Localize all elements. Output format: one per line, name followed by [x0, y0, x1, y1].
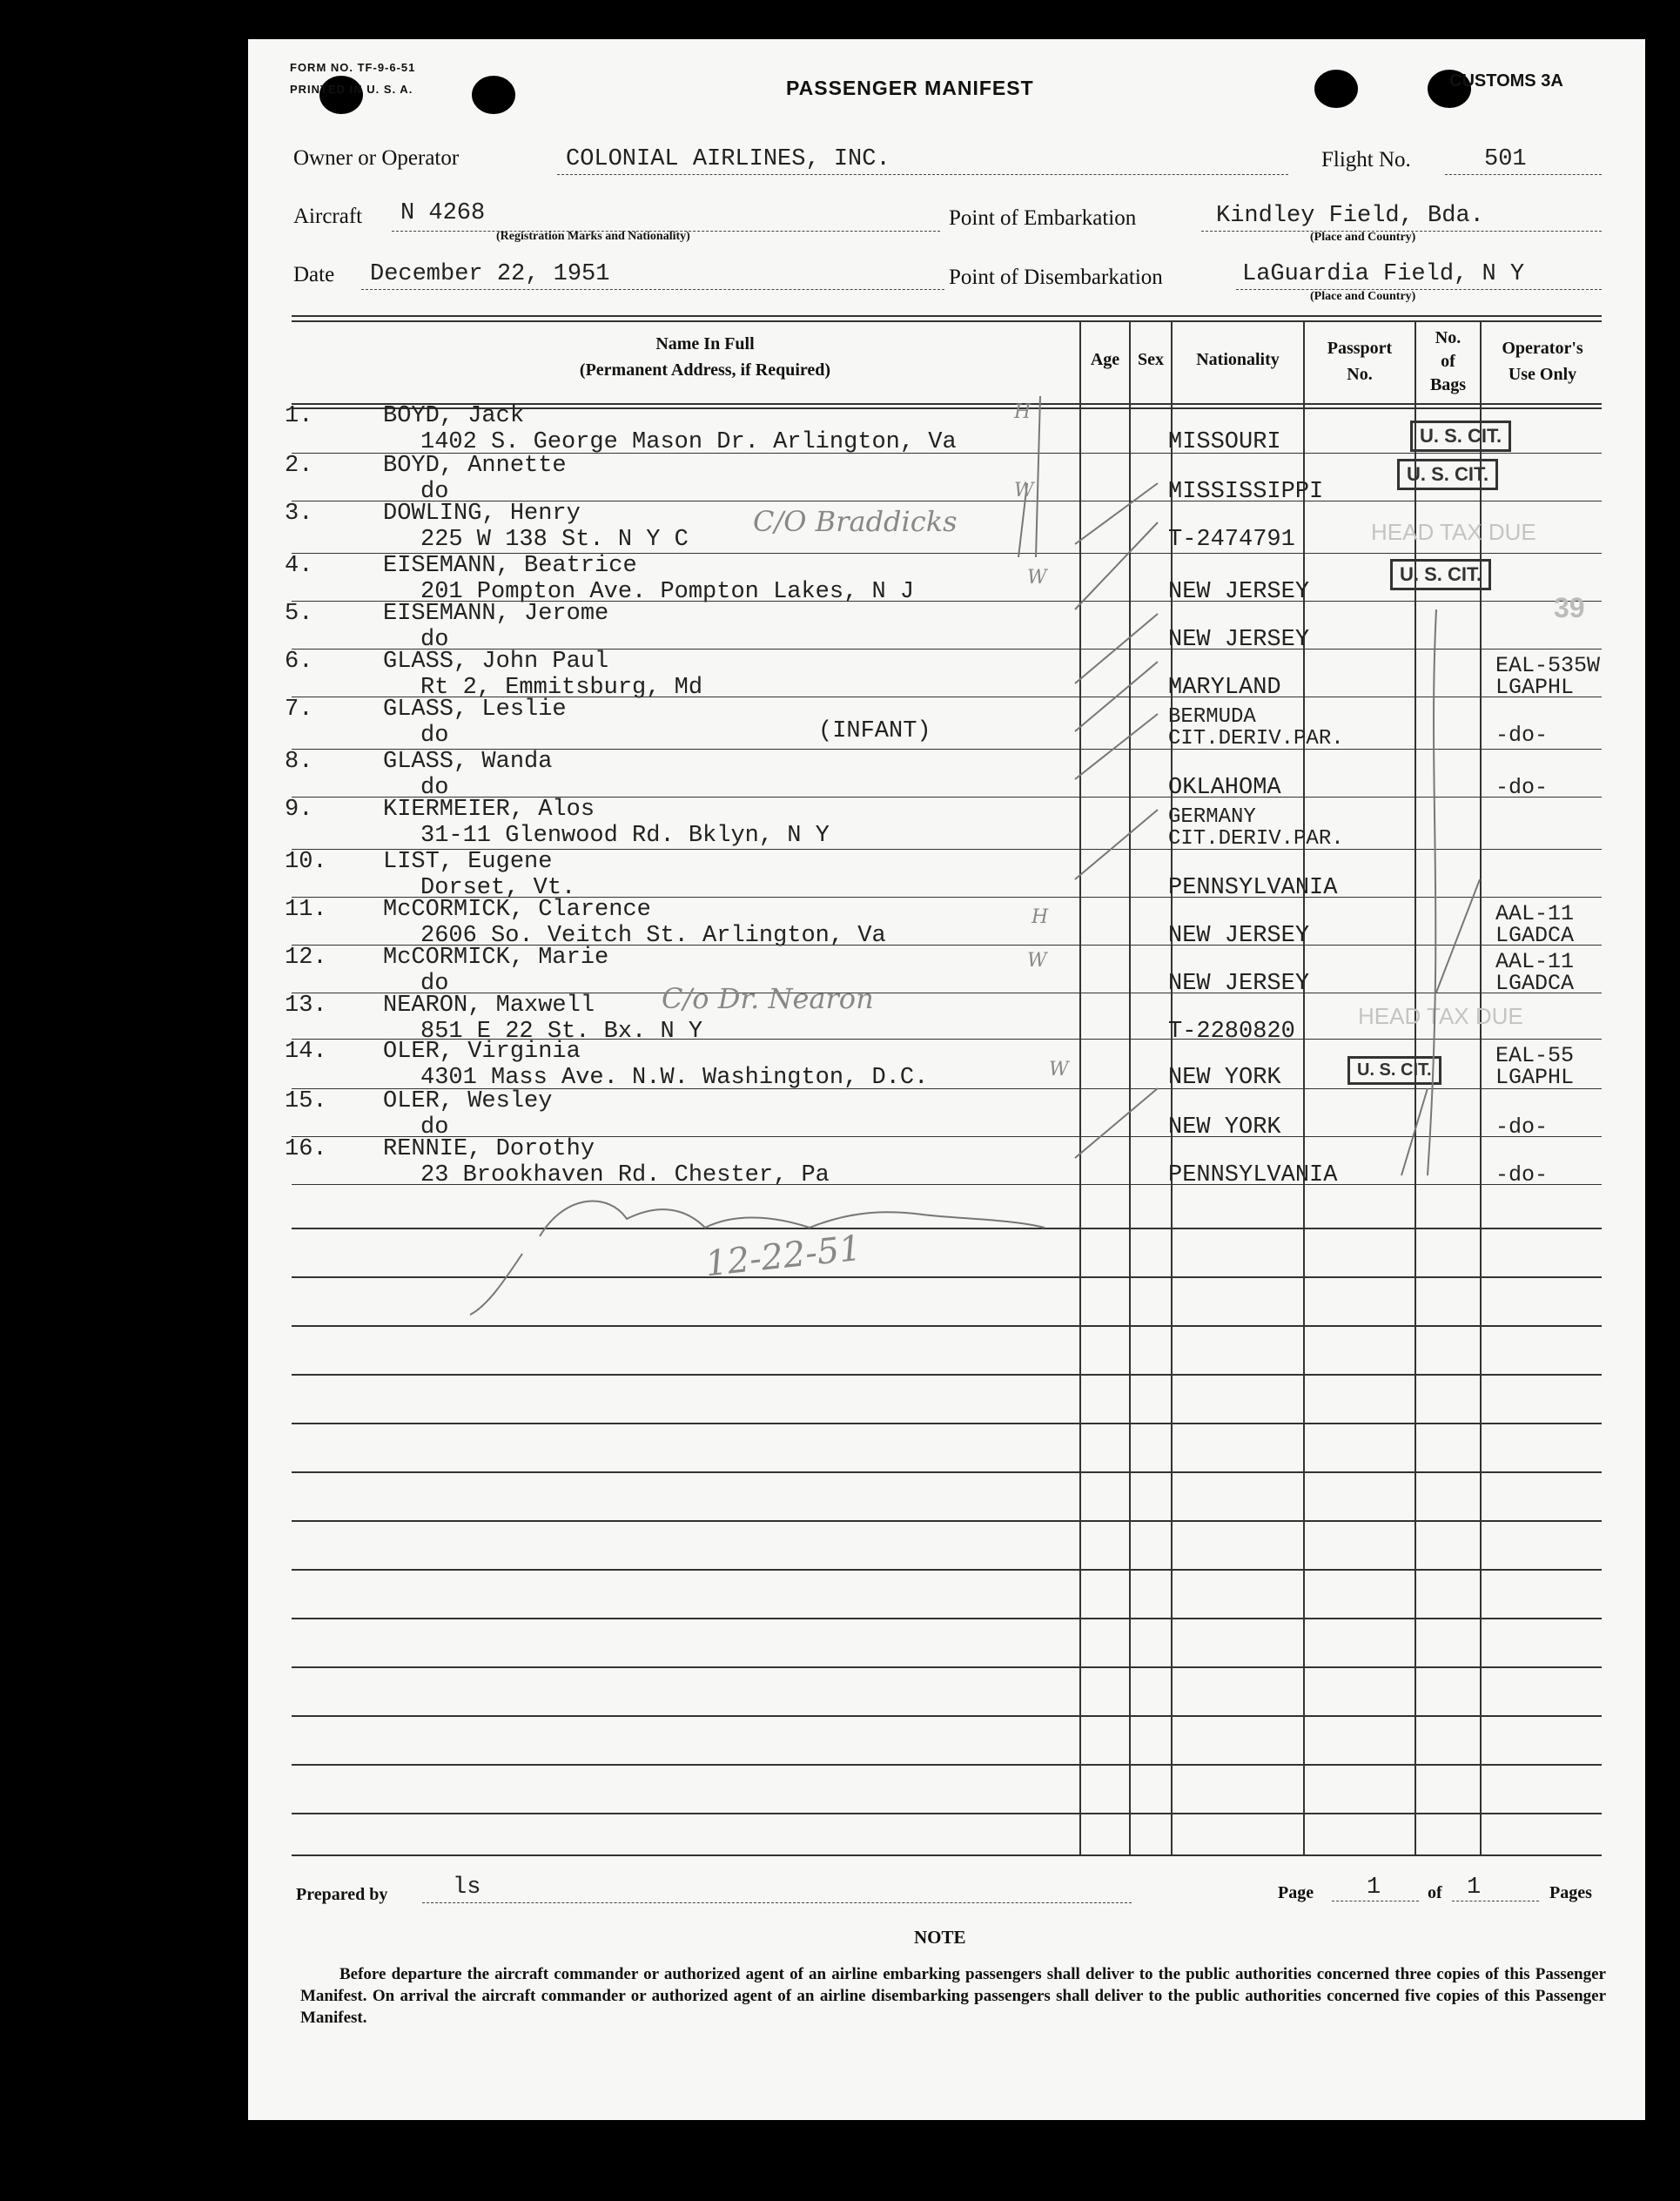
aircraft-value: N 4268 [400, 200, 486, 226]
row-number: 12. [285, 945, 327, 971]
nationality: NEW JERSEY [1168, 923, 1310, 949]
row-number: 16. [285, 1136, 327, 1162]
nationality: MISSOURI [1168, 429, 1281, 455]
passenger-address: 225 W 138 St. N Y C [420, 527, 689, 553]
prepared-label: Prepared by [296, 1885, 388, 1904]
nationality: NEW JERSEY [1168, 971, 1310, 997]
nationality: NEW YORK [1168, 1065, 1281, 1091]
care-of-note: C/O Braddicks [753, 505, 958, 538]
passenger-name: McCORMICK, Clarence [383, 897, 651, 923]
operator-code: -do- [1495, 1162, 1549, 1188]
operator-code: -do- [1495, 1114, 1549, 1140]
nationality: GERMANY [1168, 805, 1256, 829]
passenger-name: RENNIE, Dorothy [383, 1136, 595, 1162]
signature-date: 12-22-51 [703, 1228, 864, 1285]
col-nationality-header: Nationality [1196, 350, 1280, 369]
us-citizen-stamp: U. S. CIT. [1410, 421, 1511, 452]
passenger-name: GLASS, Leslie [383, 697, 567, 723]
form-number: FORM NO. TF-9-6-51 [290, 61, 416, 74]
passenger-name: EISEMANN, Jerome [383, 601, 609, 627]
embark-hint: (Place and Country) [1310, 231, 1416, 244]
of-label: of [1428, 1883, 1442, 1902]
passenger-address: Rt 2, Emmitsburg, Md [420, 675, 703, 701]
operator-route: LGAPHL [1495, 1065, 1575, 1090]
row-number: 3. [285, 501, 313, 527]
note-title: NOTE [914, 1927, 966, 1948]
aircraft-label: Aircraft [293, 205, 363, 228]
row-number: 7. [285, 697, 313, 723]
passenger-address: do [420, 479, 449, 505]
age-mark-h: H [1014, 401, 1032, 423]
note-text: Before departure the aircraft commander or authorized agent of an airline embarking passengers shall deliver to the public authorities concerned three copies of this Passenger Manifest. On arrival the aircraft commander or authorized agent of an airline disembarking passengers shall deliver to the public authorities concerned five copies of this Passenger Manifest. [300, 1965, 1606, 2027]
passenger-name: EISEMANN, Beatrice [383, 553, 637, 579]
count-stamp: 39 [1554, 592, 1585, 623]
sex-mark-w: W [1027, 950, 1047, 972]
passenger-name: DOWLING, Henry [383, 501, 581, 527]
passenger-address: do [420, 775, 449, 801]
operator-code: EAL-535W [1495, 653, 1601, 678]
col-age-header: Age [1090, 350, 1120, 369]
nationality: PENNSYLVANIA [1168, 875, 1338, 901]
passenger-name: NEARON, Maxwell [383, 993, 595, 1019]
us-citizen-stamp: U. S. CIT. [1390, 559, 1491, 590]
operator-code: AAL-11 [1495, 949, 1575, 974]
nationality: NEW JERSEY [1168, 627, 1310, 653]
printed-in: PRINTED IN U. S. A. [290, 83, 413, 96]
passenger-address: do [420, 971, 449, 997]
passenger-address: do [420, 627, 449, 653]
passenger-name: GLASS, John Paul [383, 649, 609, 675]
nationality: T-2280820 [1168, 1019, 1295, 1045]
embark-value: Kindley Field, Bda. [1216, 203, 1484, 229]
passenger-address: 851 E 22 St. Bx. N Y [420, 1019, 703, 1045]
row-number: 1. [285, 403, 313, 429]
passenger-address: 2606 So. Veitch St. Arlington, Va [420, 923, 886, 949]
prepared-value: ls [453, 1875, 481, 1901]
col-bags-header: No. of Bags [1429, 328, 1467, 394]
row-number: 11. [285, 897, 327, 923]
row-number: 14. [285, 1039, 327, 1065]
row-number: 6. [285, 649, 313, 675]
operator-code: EAL-55 [1495, 1043, 1575, 1068]
passenger-address: do [420, 1114, 449, 1141]
row-number: 2. [285, 453, 313, 479]
row-number: 15. [285, 1088, 327, 1114]
aircraft-hint: (Registration Marks and Nationality) [496, 230, 690, 243]
pages-label: Pages [1549, 1883, 1592, 1902]
passenger-name: BOYD, Annette [383, 453, 567, 479]
passenger-name: KIERMEIER, Alos [383, 797, 595, 823]
operator-route: LGADCA [1495, 971, 1575, 996]
page-value: 1 [1367, 1875, 1381, 1901]
col-operator-header: Operator's Use Only [1502, 339, 1583, 384]
date-label: Date [293, 263, 335, 286]
nationality: PENNSYLVANIA [1168, 1162, 1338, 1188]
flight-value: 501 [1484, 146, 1527, 172]
operator-code: AAL-11 [1495, 901, 1575, 926]
col-name-header: Name In Full (Permanent Address, if Required) [579, 334, 831, 380]
nationality: NEW JERSEY [1168, 579, 1310, 605]
sex-mark-w: W [1049, 1059, 1069, 1080]
passenger-address: 201 Pompton Ave. Pompton Lakes, N J [420, 579, 915, 605]
passenger-address: 4301 Mass Ave. N.W. Washington, D.C. [420, 1065, 929, 1091]
passenger-note: (INFANT) [818, 718, 931, 744]
of-value: 1 [1467, 1875, 1482, 1901]
nationality: MARYLAND [1168, 675, 1281, 701]
nationality: T-2474791 [1168, 527, 1295, 553]
customs-form-id: CUSTOMS 3A [1449, 71, 1563, 91]
row-number: 10. [285, 849, 327, 875]
row-number: 13. [285, 993, 327, 1019]
row-number: 4. [285, 553, 313, 579]
us-citizen-stamp: U. S. CIT. [1347, 1056, 1441, 1085]
page-title: PASSENGER MANIFEST [786, 77, 1034, 99]
nationality: MISSISSIPPI [1168, 479, 1324, 505]
page-label: Page [1278, 1883, 1314, 1902]
passenger-address: 31-11 Glenwood Rd. Bklyn, N Y [420, 823, 830, 849]
operator-code: -do- [1495, 775, 1549, 800]
nationality-detail: CIT.DERIV.PAR. [1168, 727, 1344, 750]
disembark-label: Point of Disembarkation [949, 266, 1163, 289]
disembark-hint: (Place and Country) [1310, 290, 1416, 303]
sex-mark-w: W [1027, 567, 1047, 589]
embark-label: Point of Embarkation [949, 206, 1137, 230]
disembark-value: LaGuardia Field, N Y [1242, 261, 1525, 287]
row-number: 8. [285, 749, 313, 775]
passenger-address: Dorset, Vt. [420, 875, 576, 901]
passenger-name: LIST, Eugene [383, 849, 553, 875]
nationality: OKLAHOMA [1168, 775, 1281, 801]
passenger-name: OLER, Virginia [383, 1039, 581, 1065]
flight-label: Flight No. [1321, 148, 1411, 172]
nationality-detail: CIT.DERIV.PAR. [1168, 827, 1344, 851]
operator-code: -do- [1495, 723, 1549, 748]
passenger-address: do [420, 723, 449, 749]
col-sex-header: Sex [1138, 350, 1164, 369]
row-number: 5. [285, 601, 313, 627]
nationality: BERMUDA [1168, 705, 1256, 729]
operator-route: LGAPHL [1495, 675, 1575, 700]
passenger-name: McCORMICK, Marie [383, 945, 609, 971]
sex-mark-h: H [1032, 906, 1049, 928]
head-tax-stamp: HEAD TAX DUE [1371, 519, 1536, 545]
head-tax-stamp: HEAD TAX DUE [1358, 1003, 1523, 1029]
date-value: December 22, 1951 [370, 261, 610, 287]
sex-mark-w: W [1014, 480, 1034, 501]
passenger-address: 1402 S. George Mason Dr. Arlington, Va [420, 429, 957, 455]
passenger-name: OLER, Wesley [383, 1088, 553, 1114]
operator-route: LGADCA [1495, 923, 1575, 948]
us-citizen-stamp: U. S. CIT. [1397, 459, 1498, 490]
col-passport-header: Passport No. [1327, 339, 1393, 384]
passenger-address: 23 Brookhaven Rd. Chester, Pa [420, 1162, 830, 1188]
passenger-name: BOYD, Jack [383, 403, 525, 429]
owner-value: COLONIAL AIRLINES, INC. [566, 146, 890, 172]
passenger-name: GLASS, Wanda [383, 749, 553, 775]
nationality: NEW YORK [1168, 1114, 1281, 1141]
row-number: 9. [285, 797, 313, 823]
owner-label: Owner or Operator [293, 146, 460, 170]
care-of-note: C/o Dr. Nearon [662, 982, 874, 1015]
